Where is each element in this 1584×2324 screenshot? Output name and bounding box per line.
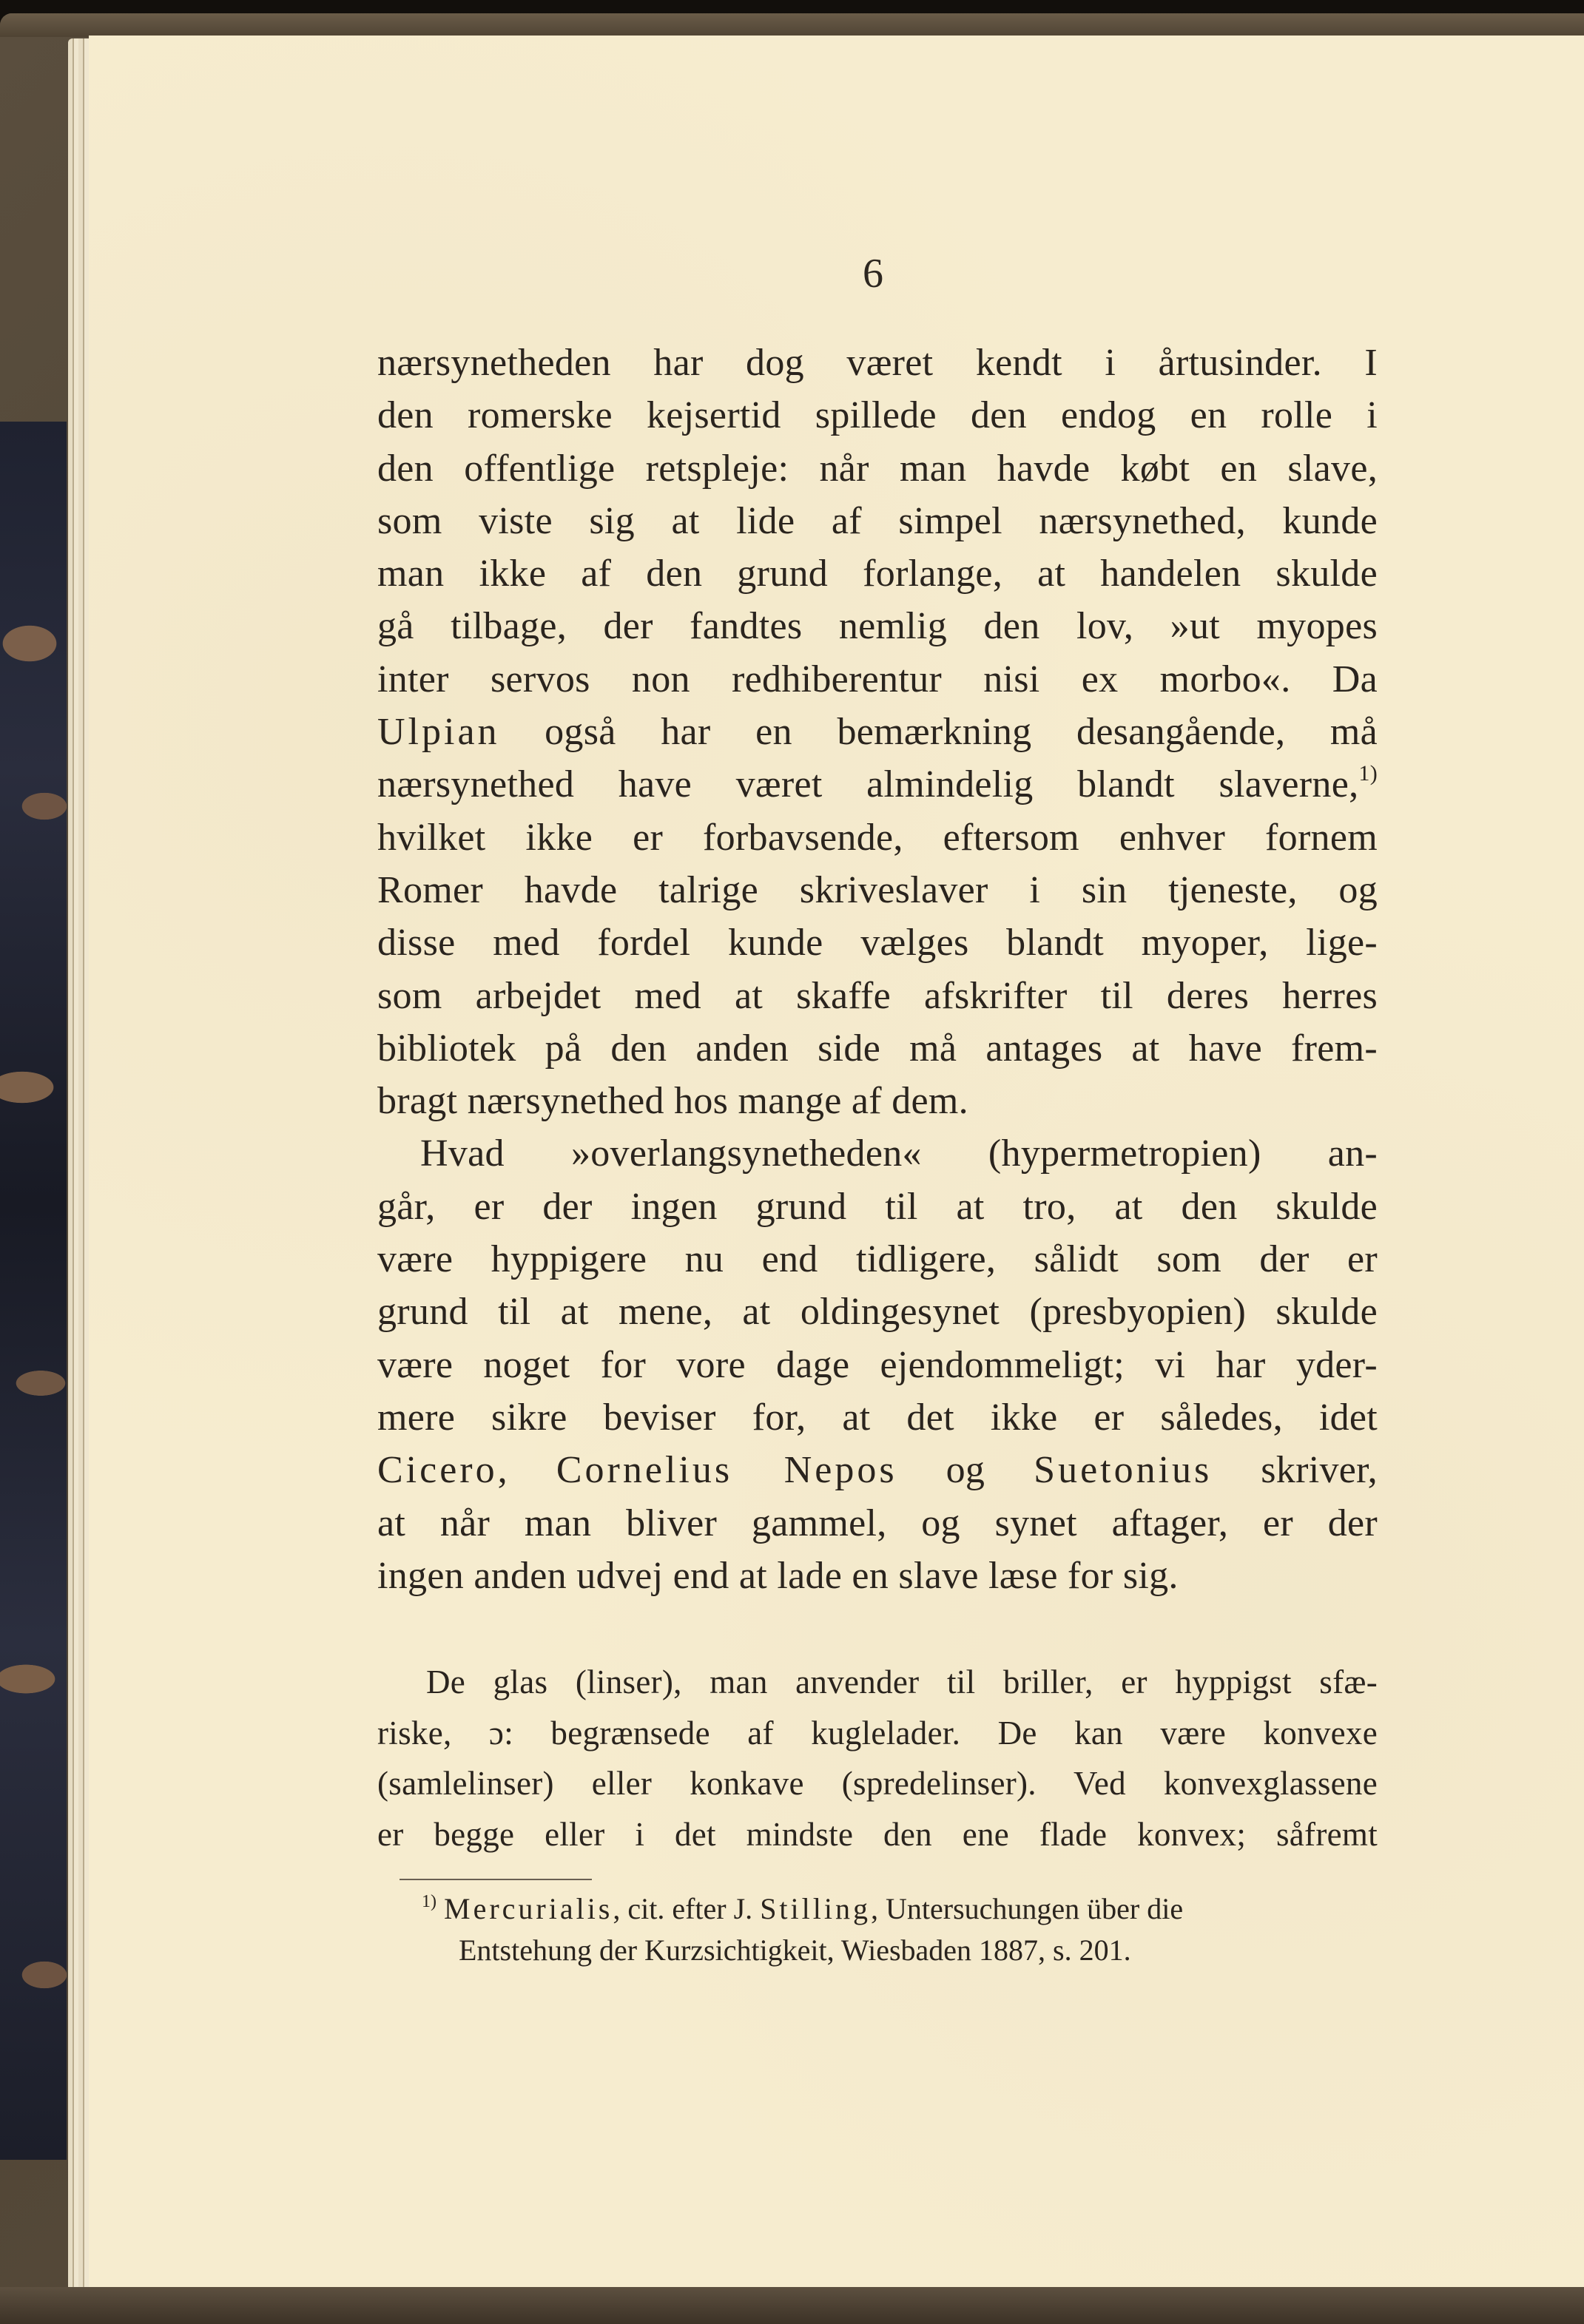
footnote-1-continuation: Entstehung der Kurzsichtigkeit, Wiesbaden 1887, s. 201. [459,1933,1131,1967]
footnote-mark [422,1892,437,1925]
name-ulpian: Ulpian [377,711,500,754]
small-text-line: er begge eller i det mindste den ene flade konvex; såfremt [377,1815,1378,1853]
text-fragment: , [497,1449,556,1492]
text-fragment: også har en bemærkning desangående, må [499,711,1378,754]
name-cornelius-nepos: Cornelius Nepos [556,1449,897,1492]
small-text-line: riske, ɔ: begrænsede af kuglelader. De kan være konvexe [377,1714,1378,1752]
page-number: 6 [863,251,883,297]
text-line: bragt nærsynethed hos mange af dem. [377,1080,968,1123]
footnotes [400,1888,1378,1971]
small-print-paragraph [377,1657,1378,1859]
text-line: ingen anden udvej end at lade en slave læse for sig. [377,1554,1179,1597]
name-cicero: Cicero [377,1449,498,1492]
text-line: bibliotek på den anden side må antages at have frem- [377,1027,1378,1070]
text-line: at når man bliver gammel, og synet aftager, er der [377,1502,1378,1544]
footnote-cited-author: Stilling [760,1892,871,1925]
footnote-1 [400,1888,1378,1930]
text-line: man ikke af den grund forlange, at handelen skulde [377,553,1378,595]
footnote-title: , Untersuchungen über die [871,1892,1184,1925]
text-line: grund til at mene, at oldingesynet (presbyopien) skulde [377,1291,1378,1334]
footnote-divider [400,1879,592,1880]
text-line: gå tilbage, der fandtes nemlig den lov, »ut myopes [377,605,1378,648]
name-suetonius: Suetonius [1034,1449,1213,1492]
text-line: Romer havde talrige skriveslaver i sin tjeneste, og [377,868,1378,911]
text-line: som arbejdet med at skaffe afskrifter til deres herres [377,974,1378,1017]
small-text-line: (samlelinser) eller konkave (spredelinser). Ved konvexglassene [377,1765,1378,1802]
footnote-number: 1) [422,1892,437,1911]
book-cover-bottom-edge [0,2287,1584,2324]
text-line-ulpian [377,706,1378,758]
text-line-footnote-ref [377,758,1378,811]
text-line: som viste sig at lide af simpel nærsynethed, kunde [377,499,1378,542]
text-line-names [377,1444,1378,1496]
text-line: Hvad »overlangsynetheden« (hypermetropien) an- [420,1132,1378,1175]
text-line: inter servos non redhiberentur nisi ex morbo«. Da [377,658,1378,700]
text-line: den romerske kejsertid spillede den endog en rolle i [377,394,1378,437]
text-line: mere sikre beviser for, at det ikke er således, idet [377,1396,1378,1439]
text-line: nærsynetheden har dog været kendt i årtusinder. I [377,342,1378,384]
text-line: disse med fordel kunde vælges blandt myoper, lige- [377,922,1378,965]
text-fragment: skriver, [1212,1449,1378,1492]
footnote-author: Mercurialis [444,1892,613,1925]
footnote-fragment: , cit. efter J. [613,1892,761,1925]
text-fragment: nærsynethed have været almindelig blandt slaverne, [377,763,1359,806]
text-fragment: og [897,1449,1034,1492]
footnote-reference-link[interactable]: 1) [1358,761,1378,786]
small-text-line: De glas (linser), man anvender til briller, er hyppigst sfæ- [426,1663,1378,1700]
book-cover-top-edge [0,13,1584,37]
text-line: være hyppigere nu end tidligere, sålidt som der er [377,1238,1378,1281]
main-text [377,337,1378,1602]
text-line: være noget for vore dage ejendommeligt; vi har yder- [377,1343,1378,1386]
text-line: går, er der ingen grund til at tro, at den skulde [377,1185,1378,1228]
text-line: den offentlige retspleje: når man havde købt en slave, [377,447,1378,490]
marbled-cover-edge [0,422,67,2160]
text-line: hvilket ikke er forbavsende, eftersom enhver fornem [377,816,1378,859]
